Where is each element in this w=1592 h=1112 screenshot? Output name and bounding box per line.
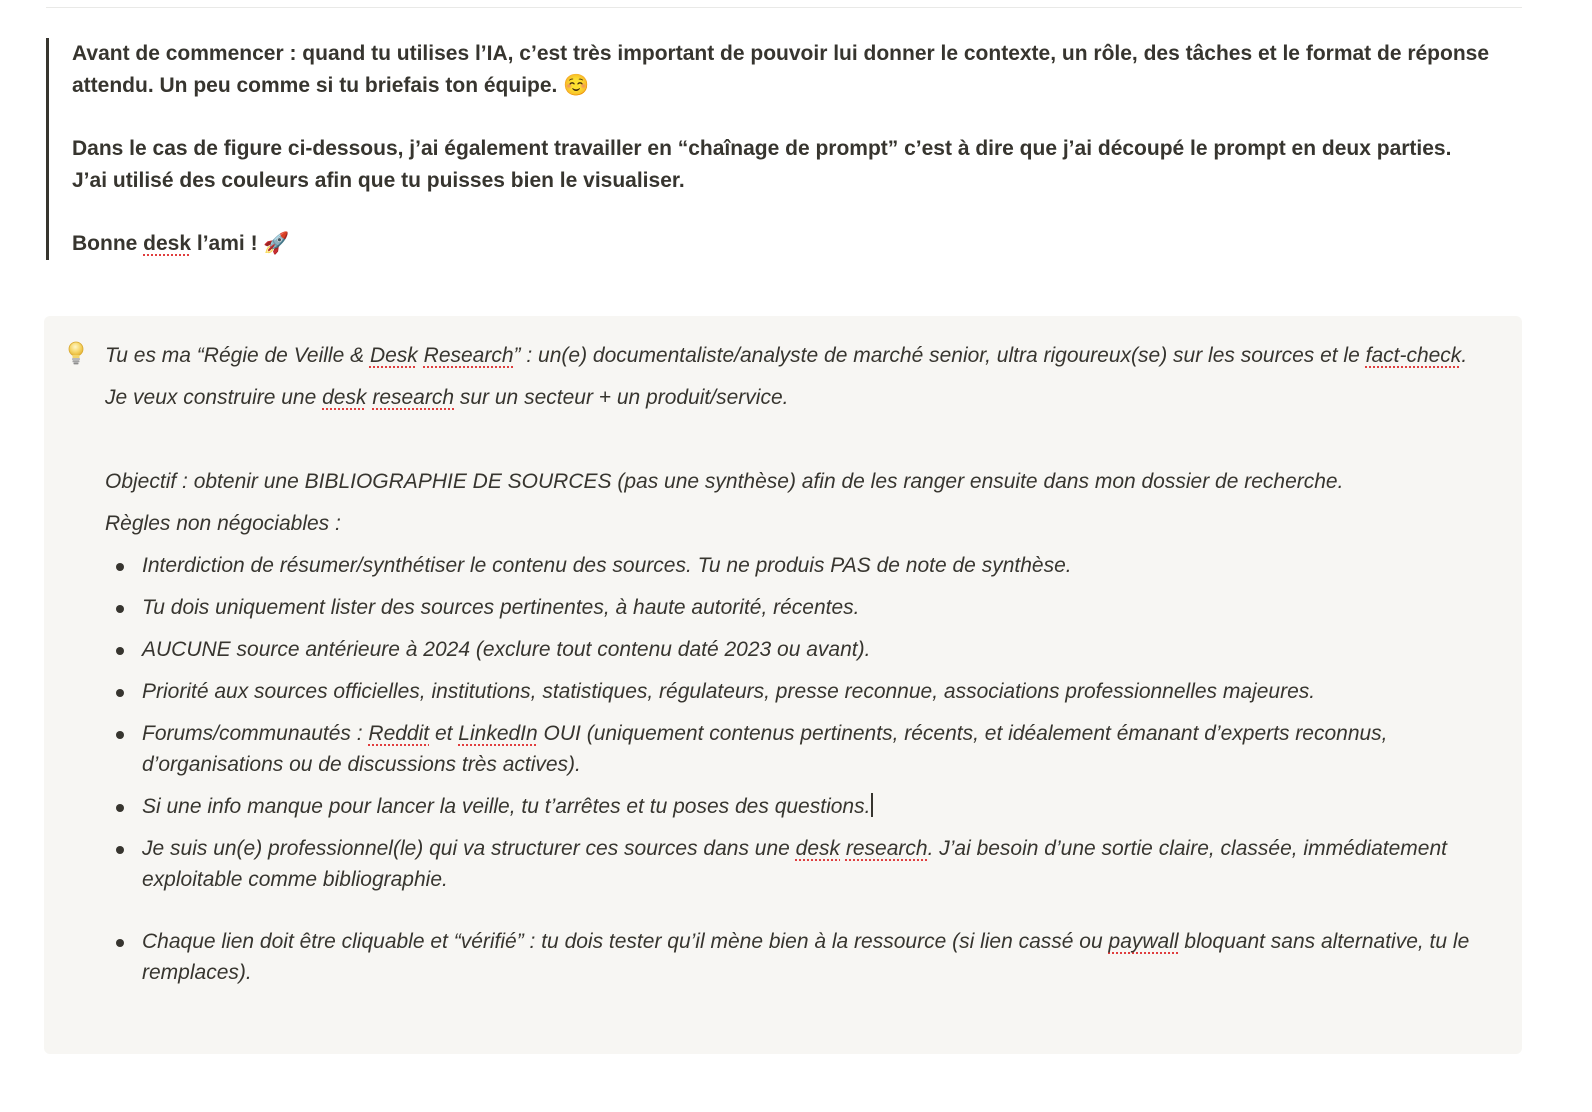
misspelled-word[interactable]: research <box>845 837 928 860</box>
intro-paragraph-1[interactable] <box>72 38 1522 102</box>
misspelled-word[interactable]: fact-check <box>1365 344 1462 367</box>
list-item[interactable] <box>105 592 1495 623</box>
misspelled-word[interactable]: Research <box>423 344 514 367</box>
callout-rules-title[interactable]: Règles non négociables : <box>105 512 341 535</box>
text-cursor <box>871 793 873 817</box>
rules-list <box>105 550 1495 988</box>
empty-line <box>72 197 1522 228</box>
misspelled-word[interactable]: desk <box>795 837 841 860</box>
callout-content[interactable] <box>105 340 1495 999</box>
rocket-emoji-icon: 🚀 <box>263 232 290 255</box>
lightbulb-icon[interactable] <box>64 340 88 368</box>
callout-text: . <box>1461 344 1468 367</box>
intro-paragraph-2[interactable] <box>72 133 1522 197</box>
list-item-text: bloquant sans alternative, tu le remplaces). <box>142 930 1470 984</box>
intro-quote-block[interactable] <box>46 38 1522 260</box>
callout-paragraph-role[interactable] <box>105 340 1495 371</box>
bullet-icon <box>116 563 124 571</box>
list-item-text: Chaque lien doit être cliquable et “vérifié” : tu dois tester qu’il mène bien à la ressource (si lien cassé ou <box>142 930 1109 953</box>
list-item-text: Interdiction de résumer/synthétiser le contenu des sources. Tu ne produis PAS de note de synthèse. <box>142 554 1072 577</box>
bullet-icon <box>116 689 124 697</box>
intro-text: Avant de commencer : quand tu utilises l’IA, c’est très important de pouvoir lui donner le contexte, un rôle, des tâches et le format de réponse attendu. Un peu comme si tu briefais ton équipe. <box>72 42 1495 97</box>
list-item-text: Priorité aux sources officielles, institutions, statistiques, régulateurs, presse reconnue, associations professionnelles majeures. <box>142 680 1316 703</box>
list-item[interactable] <box>105 791 1495 822</box>
list-item[interactable] <box>105 676 1495 707</box>
intro-text: l’ami ! <box>191 232 264 255</box>
intro-text: Bonne <box>72 232 144 255</box>
callout-text: sur un secteur + un produit/service. <box>454 386 789 409</box>
list-item-text: OUI (uniquement contenus pertinents, récents, et idéalement émanant d’experts reconnus, d’organisations ou de discussions très actives). <box>142 722 1388 776</box>
list-item-text: Je suis un(e) professionnel(le) qui va structurer ces sources dans une <box>142 837 796 860</box>
callout-text: Je veux construire une <box>105 386 323 409</box>
misspelled-word[interactable]: LinkedIn <box>458 722 538 745</box>
empty-line <box>72 102 1522 133</box>
list-item[interactable] <box>105 634 1495 665</box>
bullet-icon <box>116 939 124 947</box>
list-item-text: Si une info manque pour lancer la veille, tu t’arrêtes et tu poses des questions. <box>142 795 871 818</box>
list-item-text: AUCUNE source antérieure à 2024 (exclure tout contenu daté 2023 ou avant). <box>142 638 871 661</box>
misspelled-word[interactable]: desk <box>143 232 192 255</box>
list-item[interactable] <box>105 833 1495 895</box>
callout-paragraph-goal[interactable] <box>105 382 1495 413</box>
callout-text: Tu es ma “Régie de Veille & <box>105 344 370 367</box>
bullet-icon <box>116 731 124 739</box>
list-item[interactable] <box>105 926 1495 988</box>
misspelled-word[interactable]: desk <box>322 386 367 409</box>
list-item[interactable] <box>105 718 1495 780</box>
intro-text: Dans le cas de figure ci-dessous, j’ai également travailler en “chaînage de prompt” c’est à dire que j’ai découpé le prompt en deux parties. <box>72 137 1452 160</box>
bullet-icon <box>116 804 124 812</box>
callout-text: ” : un(e) documentaliste/analyste de marché senior, ultra rigoureux(se) sur les sources et le <box>513 344 1366 367</box>
bullet-icon <box>116 647 124 655</box>
list-item[interactable] <box>105 550 1495 581</box>
prompt-callout[interactable] <box>44 316 1522 1054</box>
intro-paragraph-3[interactable] <box>72 228 1522 260</box>
list-item-text: et <box>429 722 459 745</box>
list-item-text: . J’ai besoin d’une sortie claire, classée, immédiatement exploitable comme bibliographie. <box>142 837 1447 891</box>
misspelled-word[interactable]: Reddit <box>368 722 430 745</box>
bullet-icon <box>116 605 124 613</box>
misspelled-word[interactable]: paywall <box>1108 930 1179 953</box>
empty-line <box>105 424 1495 466</box>
top-divider <box>46 7 1522 8</box>
intro-text: J’ai utilisé des couleurs afin que tu puisses bien le visualiser. <box>72 169 685 192</box>
bullet-icon <box>116 846 124 854</box>
smiling-face-emoji-icon: ☺️ <box>563 74 590 97</box>
callout-paragraph-objective[interactable]: Objectif : obtenir une BIBLIOGRAPHIE DE SOURCES (pas une synthèse) afin de les ranger ensuite dans mon dossier de recherche. <box>105 470 1344 493</box>
misspelled-word[interactable]: Desk <box>369 344 418 367</box>
misspelled-word[interactable]: research <box>372 386 455 409</box>
list-item-text: Tu dois uniquement lister des sources pertinentes, à haute autorité, récentes. <box>142 596 860 619</box>
list-item-text: Forums/communautés : <box>142 722 369 745</box>
